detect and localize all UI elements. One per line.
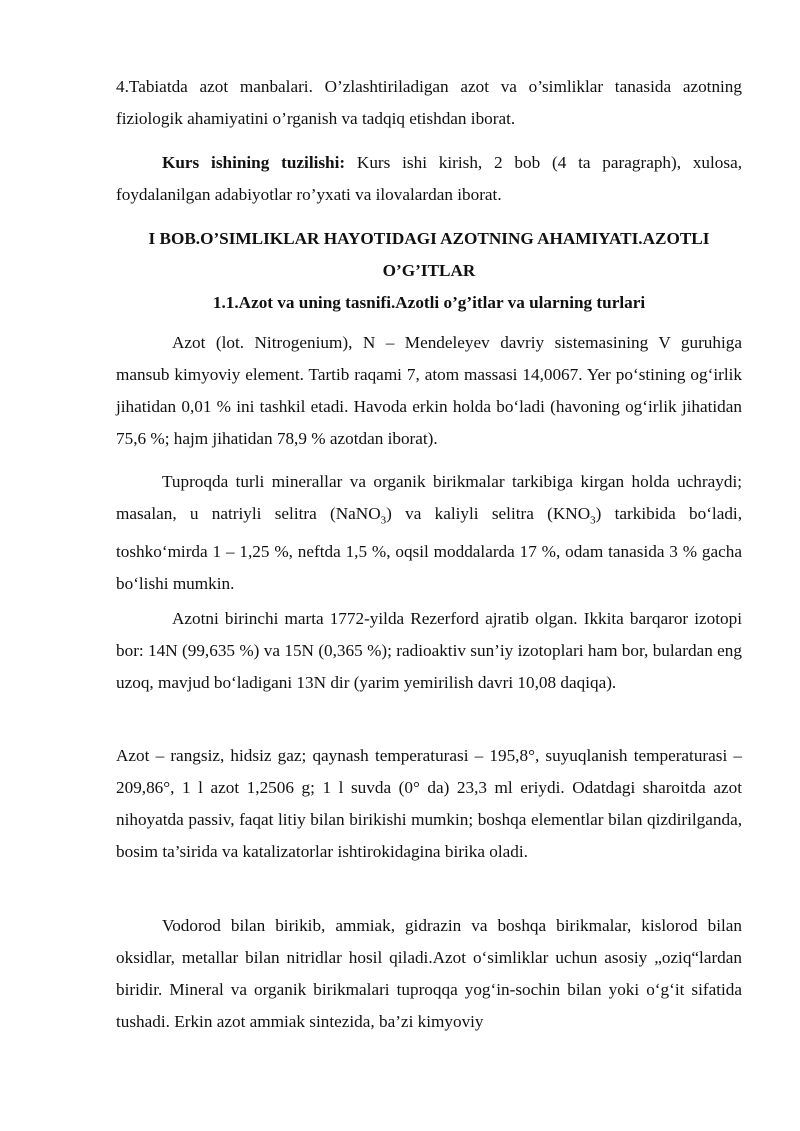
- subscript-3: 3: [590, 514, 596, 527]
- soil-text-a: Tuproqda turli minerallar va organik birikmalar tarkibiga kirgan holda uchraydi; masalan, u natriyli selitra (NaNO: [116, 472, 742, 523]
- paragraph-goal-4: 4.Tabiatda azot manbalari. O’zlashtiriladigan azot va o’simliklar tanasida azotning fiziologik ahamiyatini o’rganish va tadqiq etishdan iborat.: [116, 77, 742, 128]
- paragraph-azot-definition: Azot (lot. Nitrogenium), N – Mendeleyev davriy sistemasining V guruhiga mansub kimyoviy element. Tartib raqami 7, atom massasi 14,0067. Yer po‘stining og‘irlik jihatidan 0,01 % ini tashkil etadi. Havoda erkin holda bo‘ladi (havoning og‘irlik jihatidan 75,6 %; hajm jihatidan 78,9 % azotdan iborat).: [116, 333, 742, 448]
- chapter-title: I BOB.O’SIMLIKLAR HAYOTIDAGI AZOTNING AHAMIYATI.AZOTLI O’G’ITLAR: [148, 229, 710, 280]
- soil-text-c: ) tarkibida bo‘ladi, toshko‘mirda 1 – 1,25 %, neftda 1,5 %, oqsil moddalarda 17 %, odam tanasida 3 % gacha bo‘lishi mumkin.: [116, 504, 742, 594]
- paragraph-isotopes: Azotni birinchi marta 1772-yilda Rezerford ajratib olgan. Ikkita barqaror izotopi bor: 14N (99,635 %) va 15N (0,365 %); radioaktiv sun’iy izotoplari ham bor, bulardan eng uzoq, mavjud bo‘ladigani 13N dir (yarim yemirilish davri 10,08 daqiqa).: [116, 609, 742, 692]
- paragraph-structure: [116, 147, 742, 211]
- paragraph-properties: Azot – rangsiz, hidsiz gaz; qaynash temperaturasi – 195,8°, suyuqlanish temperaturasi – 209,86°, 1 l azot 1,2506 g; 1 l suvda (0° da) 23,3 ml eriydi. Odatdagi sharoitda azot nihoyatda passiv, faqat litiy bilan birikishi mumkin; boshqa elementlar bilan qizdirilganda, bosim ta’sirida va katalizatorlar ishtirokidagina birika oladi.: [116, 746, 742, 861]
- structure-text: Kurs ishi kirish, 2 bob (4 ta paragraph), xulosa, foydalanilgan adabiyotlar ro’yxati va ilovalardan iborat.: [116, 153, 743, 204]
- subscript-3: 3: [380, 514, 387, 527]
- paragraph-compounds: Vodorod bilan birikib, ammiak, gidrazin va boshqa birikmalar, kislorod bilan oksidlar, metallar bilan nitridlar hosil qiladi.Azot o‘simliklar uchun asosiy „oziq“lardan biridir. Mineral va organik birikmalari tuproqqa yog‘in-sochin bilan yoki o‘g‘it sifatida tushadi. Erkin azot ammiak sintezida, ba’zi kimyoviy: [116, 916, 742, 1031]
- structure-label: Kurs ishining tuzilishi:: [162, 153, 346, 172]
- soil-text-b: ) va kaliyli selitra (KNO: [386, 504, 591, 523]
- section-title: 1.1.Azot va uning tasnifi.Azotli o’g’itlar va ularning turlari: [212, 293, 646, 312]
- paragraph-azot-in-soil: [116, 466, 742, 600]
